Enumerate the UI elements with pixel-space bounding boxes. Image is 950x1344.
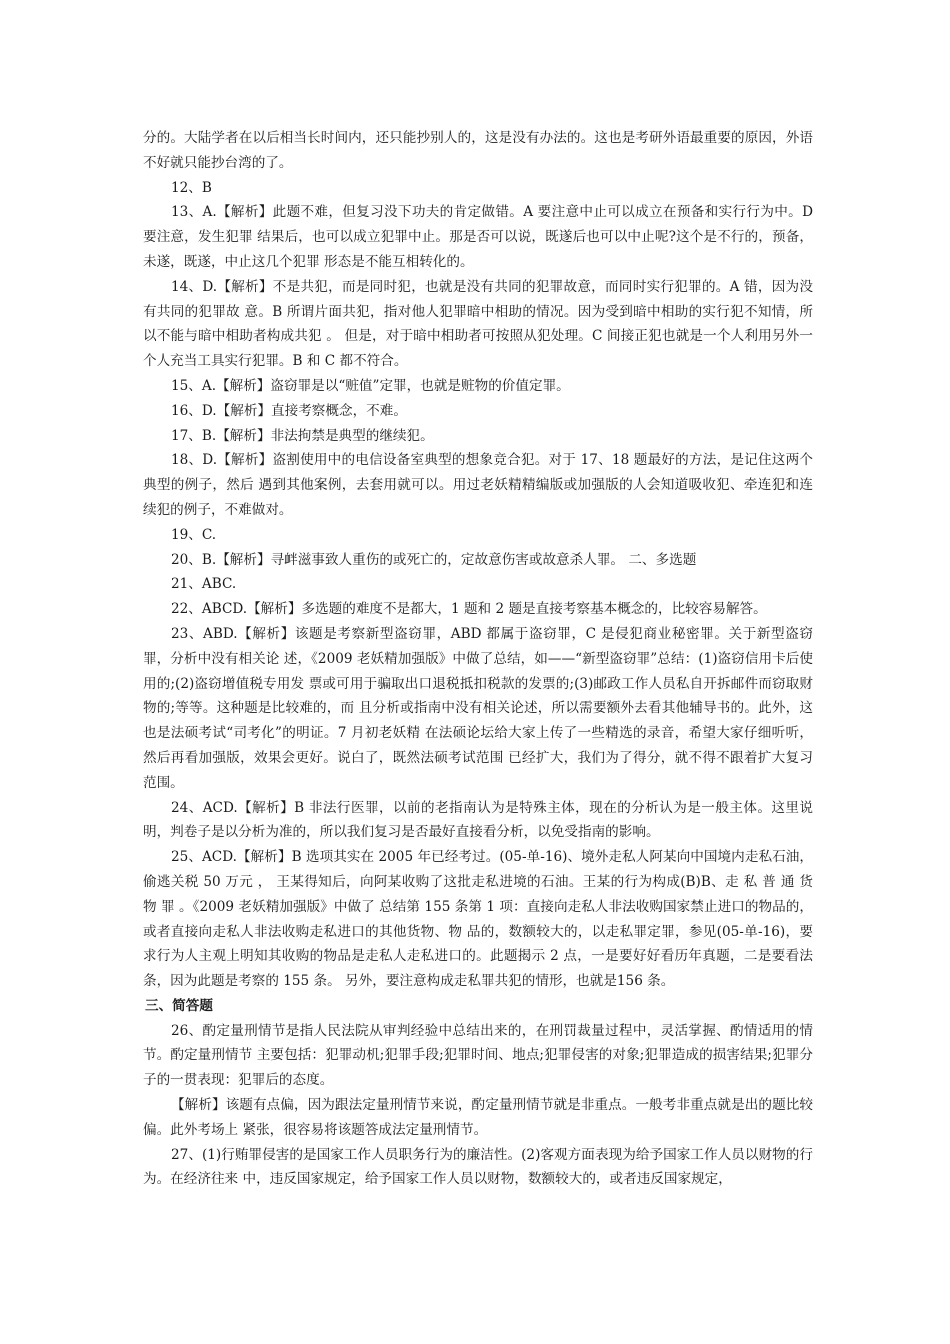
answer-24: 24、ACD.【解析】B 非法行医罪，以前的老指南认为是特殊主体，现在的分析认为是一般主体。这里说明，判卷子是以分析为准的，所以我们复习是否最好直接看分析，以免受指南的影响。	[143, 799, 813, 841]
answer-25: 25、ACD.【解析】B 选项其实在 2005 年已经考过。(05-单-16)、境外走私人阿某向中国境内走私石油，偷逃关税 50 万元 ， 王某得知后，向阿某收购了这批走私进境的石油。王某的行为构成(B)B、走 私 普 通 货 物 罪 。《2009 老妖精加强版》中做了 总结第 155 条第 1 项：直接向走私人非法收购国家禁止进口的物品的，或者直接向走私人非法收购走私进口的其他货物、物 品的，数额较大的，以走私罪定罪，参见(05-单-16)，要求行为人主观上明知其收购的物品是走私人走私进口的。此题揭示 2 点，一是要好好看历年真题，二是要看法条，因为此题是考察的 155 条。 另外，要注意构成走私罪共犯的情形，也就是156 条。	[143, 849, 813, 990]
answer-23: 23、ABD.【解析】该题是考察新型盗窃罪，ABD 都属于盗窃罪，C 是侵犯商业秘密罪。关于新型盗窃罪，分析中没有相关论 述，《2009 老妖精加强版》中做了总结，如——“新型盗窃罪”总结：(1)盗窃信用卡后使用的;(2)盗窃增值税专用发 票或可用于骗取出口退税抵扣税款的发票的;(3)邮政工作人员私自开拆邮件而窃取财物的;等等。这种题是比较难的，而 且分析或指南中没有相关论述，所以需要额外去看其他辅导书的。此外，这也是法硕考试“司考化”的明证。7 月初老妖精 在法硕论坛给大家上传了一些精选的录音，希望大家仔细听听，然后再看加强版，效果会更好。说白了，既然法硕考试范围 已经扩大，我们为了得分，就不得不跟着扩大复习范围。	[143, 625, 813, 791]
answer-13: 13、A.【解析】此题不难，但复习没下功夫的肯定做错。A 要注意中止可以成立在预备和实行行为中。D 要注意，发生犯罪 结果后，也可以成立犯罪中止。那是否可以说，既遂后也可以中止呢?这个是不行的，预备，未遂，既遂，中止这几个犯罪 形态是不能互相转化的。	[143, 204, 813, 270]
answer-26: 26、酌定量刑情节是指人民法院从审判经验中总结出来的，在刑罚裁量过程中，灵活掌握、酌情适用的情节。酌定量刑情节 主要包括：犯罪动机;犯罪手段;犯罪时间、地点;犯罪侵害的对象;犯罪造成的损害结果;犯罪分子的一贯表现：犯罪后的态度。	[143, 1022, 813, 1089]
answer-16: 16、D.【解析】直接考察概念，不难。	[171, 402, 407, 419]
answer-22: 22、ABCD.【解析】多选题的难度不是都大，1 题和 2 题是直接考察基本概念的，比较容易解答。	[171, 601, 767, 618]
answer-26-analysis: 【解析】该题有点偏，因为跟法定量刑情节来说，酌定量刑情节就是非重点。一般考非重点就是出的题比较偏。此外考场上 紧张，很容易将该题答成法定量刑情节。	[143, 1097, 813, 1138]
answer-14: 14、D.【解析】不是共犯，而是同时犯，也就是没有共同的犯罪故意，而同时实行犯罪的。A 错，因为没有共同的犯罪故 意。B 所谓片面共犯，指对他人犯罪暗中相助的情况。因为受到暗中相助的实行犯不知情，所以不能与暗中相助者构成共犯 。 但是，对于暗中相助者可按照从犯处理。C 间接正犯也就是一个人利用另外一个人充当工具实行犯罪。B 和 C 都不符合。	[143, 278, 813, 370]
paragraph-continuation: 分的。大陆学者在以后相当长时间内，还只能抄别人的，这是没有办法的。这也是考研外语最重要的原因，外语不好就只能抄台湾的了。	[143, 130, 813, 171]
answer-15: 15、A.【解析】盗窃罪是以“赃值”定罪，也就是赃物的价值定罪。	[171, 377, 570, 394]
answer-27: 27、(1)行贿罪侵害的是国家工作人员职务行为的廉洁性。(2)客观方面表现为给予国家工作人员以财物的行为。在经济往来 中，违反国家规定，给予国家工作人员以财物，数额较大的，或者违反国家规定，	[143, 1146, 813, 1188]
section-heading-short-answer: 三、简答题	[145, 997, 213, 1014]
answer-18: 18、D.【解析】盗割使用中的电信设备室典型的想象竞合犯。对于 17、18 题最好的方法，是记住这两个典型的例子，然后 遇到其他案例，去套用就可以。用过老妖精精编版或加强版的人会知道吸收犯、牵连犯和连续犯的例子，不难做对。	[143, 452, 813, 518]
answer-20: 20、B.【解析】寻衅滋事致人重伤的或死亡的，定故意伤害或故意杀人罪。 二、多选题	[171, 551, 697, 568]
document-body	[143, 126, 813, 1192]
answer-21: 21、ABC.	[171, 576, 237, 593]
answer-12: 12、B	[171, 179, 212, 196]
answer-17: 17、B.【解析】非法拘禁是典型的继续犯。	[171, 427, 434, 444]
answer-19: 19、C.	[171, 526, 217, 543]
